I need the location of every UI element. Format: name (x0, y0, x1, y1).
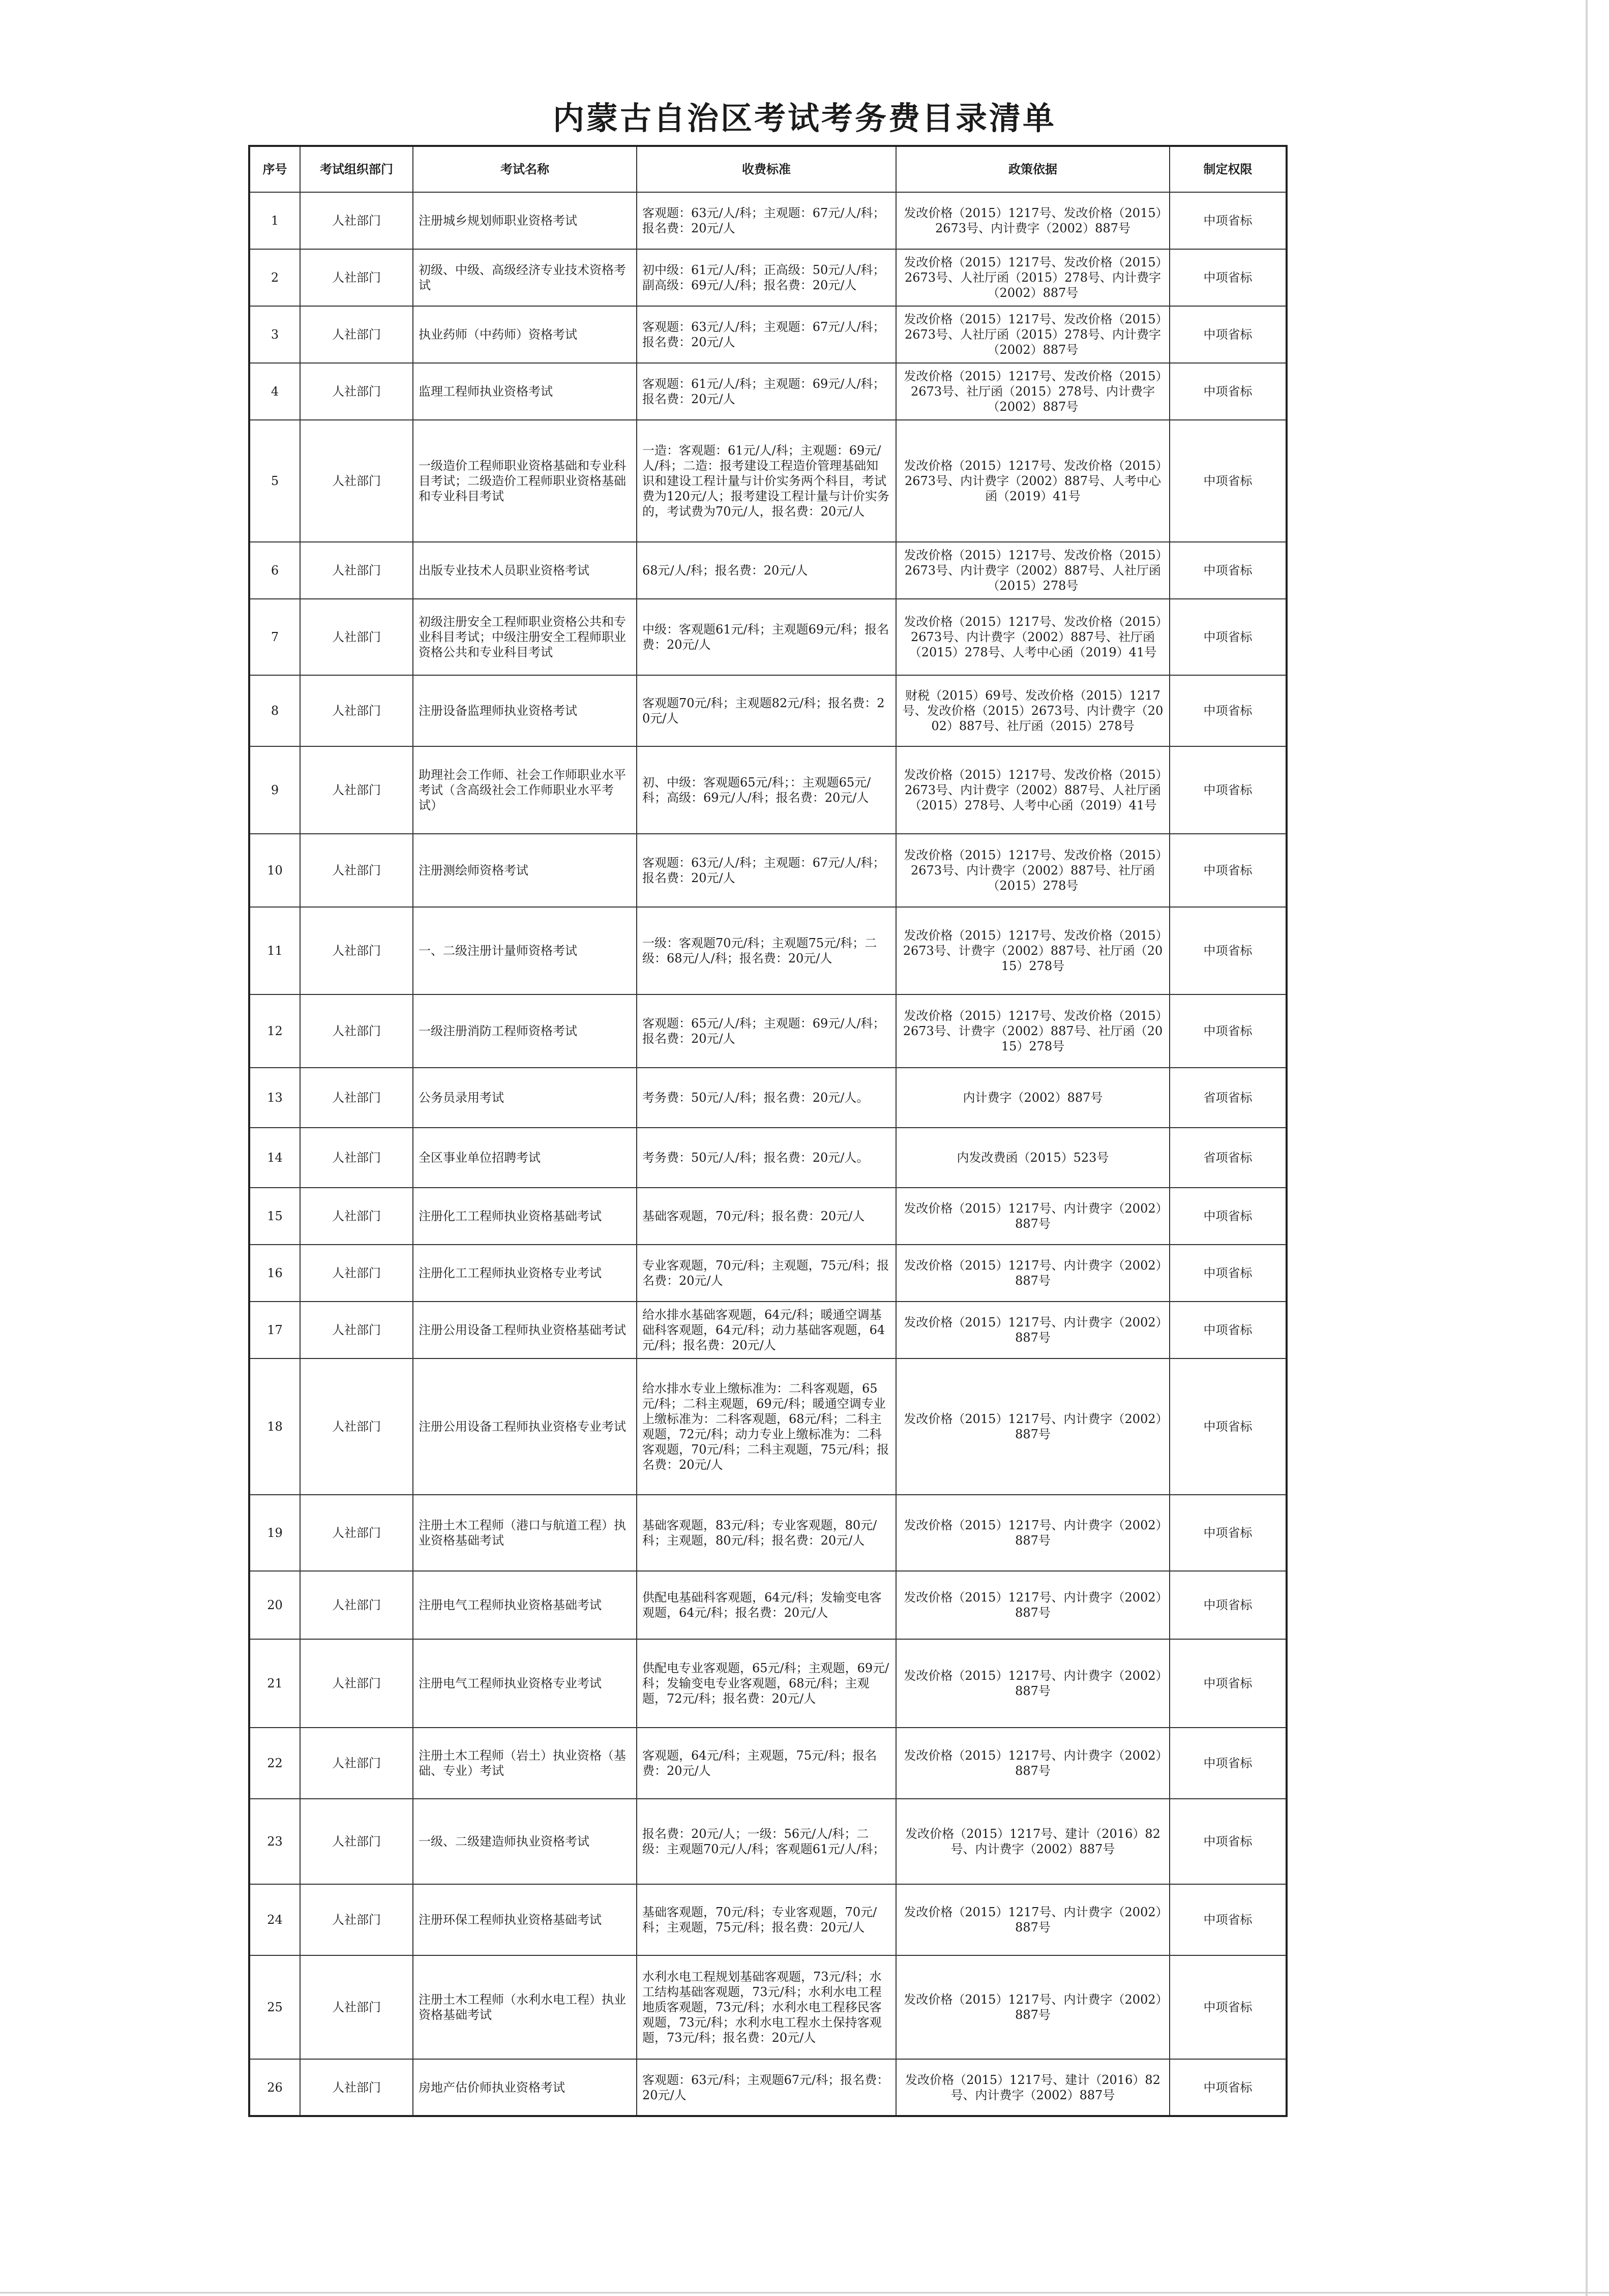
table-row (249, 1884, 1287, 1955)
row-authority: 中项省标 (1170, 306, 1287, 363)
row-exam-name: 一级造价工程师职业资格基础和专业科目考试；二级造价工程师职业资格基础和专业科目考试 (413, 420, 637, 542)
row-fee-standard: 中级：客观题61元/科；主观题69元/科；报名费：20元/人 (637, 599, 896, 675)
row-policy-basis: 财税（2015）69号、发改价格（2015）1217号、发改价格（2015）2673号、内计费字（2002）887号、社厅函（2015）278号 (896, 675, 1170, 746)
row-number: 26 (249, 2059, 300, 2116)
row-authority: 中项省标 (1170, 1245, 1287, 1302)
row-exam-name: 监理工程师执业资格考试 (413, 363, 637, 420)
row-fee-standard: 客观题：63元/人/科；主观题：67元/人/科；报名费：20元/人 (637, 834, 896, 907)
row-fee-standard: 基础客观题，83元/科；专业客观题，80元/科；主观题，80元/科；报名费：20元/人 (637, 1495, 896, 1571)
row-department: 人社部门 (300, 1799, 413, 1884)
row-policy-basis: 发改价格（2015）1217号、建计（2016）82号、内计费字（2002）887号 (896, 1799, 1170, 1884)
table-header-row (249, 146, 1287, 192)
row-authority: 中项省标 (1170, 542, 1287, 599)
row-authority: 中项省标 (1170, 994, 1287, 1068)
table-row (249, 249, 1287, 306)
header-policy-basis: 政策依据 (896, 146, 1170, 192)
row-department: 人社部门 (300, 249, 413, 306)
row-policy-basis: 发改价格（2015）1217号、建计（2016）82号、内计费字（2002）887号 (896, 2059, 1170, 2116)
row-authority: 中项省标 (1170, 1302, 1287, 1358)
row-fee-standard: 客观题：65元/人/科；主观题：69元/人/科；报名费：20元/人 (637, 994, 896, 1068)
row-exam-name: 公务员录用考试 (413, 1068, 637, 1128)
row-number: 14 (249, 1128, 300, 1188)
table-row (249, 363, 1287, 420)
row-authority: 中项省标 (1170, 834, 1287, 907)
row-authority: 省项省标 (1170, 1068, 1287, 1128)
table-row (249, 834, 1287, 907)
row-policy-basis: 内发改费函（2015）523号 (896, 1128, 1170, 1188)
row-exam-name: 注册公用设备工程师执业资格基础考试 (413, 1302, 637, 1358)
row-policy-basis: 发改价格（2015）1217号、发改价格（2015）2673号、人社厅函（2015）278号、内计费字（2002）887号 (896, 306, 1170, 363)
row-policy-basis: 发改价格（2015）1217号、内计费字（2002）887号 (896, 1245, 1170, 1302)
row-department: 人社部门 (300, 907, 413, 994)
row-department: 人社部门 (300, 1245, 413, 1302)
table-row (249, 192, 1287, 249)
document-title: 内蒙古自治区考试考务费目录清单 (552, 100, 1056, 137)
row-number: 9 (249, 746, 300, 834)
row-fee-standard: 客观题：63元/科；主观题67元/科；报名费：20元/人 (637, 2059, 896, 2116)
row-number: 10 (249, 834, 300, 907)
row-policy-basis: 发改价格（2015）1217号、发改价格（2015）2673号、计费字（2002）887号、社厅函（2015）278号 (896, 907, 1170, 994)
row-exam-name: 助理社会工作师、社会工作师职业水平考试（含高级社会工作师职业水平考试） (413, 746, 637, 834)
row-number: 3 (249, 306, 300, 363)
row-authority: 省项省标 (1170, 1128, 1287, 1188)
row-department: 人社部门 (300, 542, 413, 599)
table-row (249, 1245, 1287, 1302)
row-number: 4 (249, 363, 300, 420)
row-number: 15 (249, 1188, 300, 1245)
row-number: 7 (249, 599, 300, 675)
row-number: 18 (249, 1358, 300, 1495)
row-department: 人社部门 (300, 306, 413, 363)
table-row (249, 599, 1287, 675)
row-policy-basis: 发改价格（2015）1217号、发改价格（2015）2673号、内计费字（2002）887号、社厅函（2015）278号 (896, 834, 1170, 907)
row-fee-standard: 水利水电工程规划基础客观题，73元/科；水工结构基础客观题，73元/科；水利水电工程地质客观题，73元/科；水利水电工程移民客观题，73元/科；水利水电工程水土保持客观题，73元/科；报名费：20元/人 (637, 1955, 896, 2059)
row-exam-name: 房地产估价师执业资格考试 (413, 2059, 637, 2116)
row-fee-standard: 基础客观题，70元/科；报名费：20元/人 (637, 1188, 896, 1245)
row-exam-name: 初级、中级、高级经济专业技术资格考试 (413, 249, 637, 306)
row-exam-name: 注册土木工程师（港口与航道工程）执业资格基础考试 (413, 1495, 637, 1571)
row-exam-name: 注册土木工程师（岩土）执业资格（基础、专业）考试 (413, 1728, 637, 1799)
table-row (249, 2059, 1287, 2116)
row-fee-standard: 客观题，64元/科；主观题，75元/科；报名费：20元/人 (637, 1728, 896, 1799)
row-number: 16 (249, 1245, 300, 1302)
row-number: 6 (249, 542, 300, 599)
row-authority: 中项省标 (1170, 1358, 1287, 1495)
row-policy-basis: 发改价格（2015）1217号、内计费字（2002）887号 (896, 1188, 1170, 1245)
row-fee-standard: 68元/人/科；报名费：20元/人 (637, 542, 896, 599)
table-row (249, 1302, 1287, 1358)
row-number: 12 (249, 994, 300, 1068)
row-fee-standard: 初中级：61元/人/科；正高级：50元/人/科；副高级：69元/人/科；报名费：20元/人 (637, 249, 896, 306)
row-exam-name: 注册化工工程师执业资格基础考试 (413, 1188, 637, 1245)
row-department: 人社部门 (300, 675, 413, 746)
row-policy-basis: 发改价格（2015）1217号、发改价格（2015）2673号、内计费字（2002）887号 (896, 192, 1170, 249)
row-department: 人社部门 (300, 1639, 413, 1728)
row-authority: 中项省标 (1170, 420, 1287, 542)
row-authority: 中项省标 (1170, 1188, 1287, 1245)
table-row (249, 1571, 1287, 1639)
row-exam-name: 注册测绘师资格考试 (413, 834, 637, 907)
row-number: 13 (249, 1068, 300, 1128)
row-exam-name: 注册环保工程师执业资格基础考试 (413, 1884, 637, 1955)
row-authority: 中项省标 (1170, 1639, 1287, 1728)
row-exam-name: 注册城乡规划师职业资格考试 (413, 192, 637, 249)
row-fee-standard: 基础客观题，70元/科；专业客观题，70元/科；主观题，75元/科；报名费：20元/人 (637, 1884, 896, 1955)
table-row (249, 746, 1287, 834)
row-department: 人社部门 (300, 1571, 413, 1639)
row-fee-standard: 供配电基础科客观题，64元/科；发输变电客观题，64元/科；报名费：20元/人 (637, 1571, 896, 1639)
row-fee-standard: 给水排水专业上缴标准为：二科客观题，65元/科；二科主观题，69元/科；暖通空调专业上缴标准为：二科客观题，68元/科；二科主观题，72元/科；动力专业上缴标准为：二科客观题，70元/科；二科主观题，75元/科；报名费：20元/人 (637, 1358, 896, 1495)
row-authority: 中项省标 (1170, 1571, 1287, 1639)
row-authority: 中项省标 (1170, 192, 1287, 249)
row-authority: 中项省标 (1170, 1799, 1287, 1884)
row-department: 人社部门 (300, 746, 413, 834)
row-fee-standard: 客观题：63元/人/科；主观题：67元/人/科；报名费：20元/人 (637, 306, 896, 363)
row-number: 8 (249, 675, 300, 746)
row-number: 21 (249, 1639, 300, 1728)
row-exam-name: 注册电气工程师执业资格专业考试 (413, 1639, 637, 1728)
row-authority: 中项省标 (1170, 907, 1287, 994)
row-policy-basis: 发改价格（2015）1217号、内计费字（2002）887号 (896, 1571, 1170, 1639)
row-authority: 中项省标 (1170, 675, 1287, 746)
row-fee-standard: 一级：客观题70元/科；主观题75元/科；二级：68元/人/科；报名费：20元/人 (637, 907, 896, 994)
row-fee-standard: 报名费：20元/人；一级：56元/人/科；二级：主观题70元/人/科；客观题61元/人/科； (637, 1799, 896, 1884)
row-policy-basis: 发改价格（2015）1217号、内计费字（2002）887号 (896, 1358, 1170, 1495)
row-authority: 中项省标 (1170, 1884, 1287, 1955)
row-exam-name: 出版专业技术人员职业资格考试 (413, 542, 637, 599)
table-row (249, 1495, 1287, 1571)
row-fee-standard: 供配电专业客观题，65元/科；主观题，69元/科；发输变电专业客观题，68元/科；主观题，72元/科；报名费：20元/人 (637, 1639, 896, 1728)
page-edge-bottom (0, 2292, 1609, 2293)
row-authority: 中项省标 (1170, 2059, 1287, 2116)
row-number: 19 (249, 1495, 300, 1571)
page-edge-right (1586, 0, 1588, 2296)
row-authority: 中项省标 (1170, 363, 1287, 420)
row-department: 人社部门 (300, 1128, 413, 1188)
row-exam-name: 初级注册安全工程师职业资格公共和专业科目考试；中级注册安全工程师职业资格公共和专业科目考试 (413, 599, 637, 675)
row-fee-standard: 给水排水基础客观题，64元/科；暖通空调基础科客观题，64元/科；动力基础客观题，64元/科；报名费：20元/人 (637, 1302, 896, 1358)
row-department: 人社部门 (300, 834, 413, 907)
row-department: 人社部门 (300, 363, 413, 420)
row-exam-name: 注册电气工程师执业资格基础考试 (413, 1571, 637, 1639)
row-policy-basis: 发改价格（2015）1217号、内计费字（2002）887号 (896, 1884, 1170, 1955)
row-department: 人社部门 (300, 1495, 413, 1571)
row-exam-name: 注册土木工程师（水利水电工程）执业资格基础考试 (413, 1955, 637, 2059)
row-department: 人社部门 (300, 1955, 413, 2059)
row-fee-standard: 考务费：50元/人/科；报名费：20元/人。 (637, 1128, 896, 1188)
header-exam-name: 考试名称 (413, 146, 637, 192)
table-row (249, 994, 1287, 1068)
header-authority: 制定权限 (1170, 146, 1287, 192)
row-department: 人社部门 (300, 599, 413, 675)
row-policy-basis: 发改价格（2015）1217号、发改价格（2015）2673号、内计费字（2002）887号、人社厅函（2015）278号 (896, 542, 1170, 599)
row-number: 5 (249, 420, 300, 542)
row-authority: 中项省标 (1170, 1495, 1287, 1571)
row-department: 人社部门 (300, 1302, 413, 1358)
row-policy-basis: 发改价格（2015）1217号、内计费字（2002）887号 (896, 1495, 1170, 1571)
row-number: 24 (249, 1884, 300, 1955)
table-row (249, 907, 1287, 994)
row-number: 2 (249, 249, 300, 306)
row-department: 人社部门 (300, 1358, 413, 1495)
row-fee-standard: 客观题70元/科；主观题82元/科；报名费：20元/人 (637, 675, 896, 746)
row-fee-standard: 专业客观题，70元/科；主观题，75元/科；报名费：20元/人 (637, 1245, 896, 1302)
row-fee-standard: 客观题：63元/人/科；主观题：67元/人/科；报名费：20元/人 (637, 192, 896, 249)
row-policy-basis: 内计费字（2002）887号 (896, 1068, 1170, 1128)
row-exam-name: 注册设备监理师执业资格考试 (413, 675, 637, 746)
table-row (249, 1068, 1287, 1128)
row-department: 人社部门 (300, 1728, 413, 1799)
row-number: 25 (249, 1955, 300, 2059)
row-policy-basis: 发改价格（2015）1217号、发改价格（2015）2673号、内计费字（2002）887号、社厅函（2015）278号、人考中心函（2019）41号 (896, 599, 1170, 675)
row-exam-name: 注册化工工程师执业资格专业考试 (413, 1245, 637, 1302)
row-number: 22 (249, 1728, 300, 1799)
row-policy-basis: 发改价格（2015）1217号、发改价格（2015）2673号、计费字（2002）887号、社厅函（2015）278号 (896, 994, 1170, 1068)
row-department: 人社部门 (300, 192, 413, 249)
row-policy-basis: 发改价格（2015）1217号、发改价格（2015）2673号、社厅函（2015）278号、内计费字（2002）887号 (896, 363, 1170, 420)
row-policy-basis: 发改价格（2015）1217号、内计费字（2002）887号 (896, 1302, 1170, 1358)
table-row (249, 306, 1287, 363)
row-exam-name: 一级注册消防工程师资格考试 (413, 994, 637, 1068)
row-exam-name: 执业药师（中药师）资格考试 (413, 306, 637, 363)
row-number: 11 (249, 907, 300, 994)
header-fee-standard: 收费标准 (637, 146, 896, 192)
row-number: 20 (249, 1571, 300, 1639)
fee-catalog-table (248, 145, 1288, 2117)
row-policy-basis: 发改价格（2015）1217号、内计费字（2002）887号 (896, 1955, 1170, 2059)
row-exam-name: 一、二级注册计量师资格考试 (413, 907, 637, 994)
row-authority: 中项省标 (1170, 249, 1287, 306)
row-department: 人社部门 (300, 2059, 413, 2116)
table-row (249, 420, 1287, 542)
row-policy-basis: 发改价格（2015）1217号、发改价格（2015）2673号、内计费字（2002）887号、人社厅函（2015）278号、人考中心函（2019）41号 (896, 746, 1170, 834)
row-department: 人社部门 (300, 1068, 413, 1128)
row-fee-standard: 客观题：61元/人/科；主观题：69元/人/科；报名费：20元/人 (637, 363, 896, 420)
row-exam-name: 注册公用设备工程师执业资格专业考试 (413, 1358, 637, 1495)
row-fee-standard: 一造：客观题：61元/人/科；主观题：69元/人/科；二造：报考建设工程造价管理基础知识和建设工程计量与计价实务两个科目，考试费为120元/人；报考建设工程计量与计价实务的，考试费为70元/人，报名费：20元/人 (637, 420, 896, 542)
row-department: 人社部门 (300, 1188, 413, 1245)
table-row (249, 1188, 1287, 1245)
header-no: 序号 (249, 146, 300, 192)
row-policy-basis: 发改价格（2015）1217号、发改价格（2015）2673号、人社厅函（2015）278号、内计费字（2002）887号 (896, 249, 1170, 306)
row-policy-basis: 发改价格（2015）1217号、发改价格（2015）2673号、内计费字（2002）887号、人考中心函（2019）41号 (896, 420, 1170, 542)
row-department: 人社部门 (300, 1884, 413, 1955)
row-department: 人社部门 (300, 994, 413, 1068)
table-row (249, 1358, 1287, 1495)
row-department: 人社部门 (300, 420, 413, 542)
table-row (249, 1128, 1287, 1188)
row-policy-basis: 发改价格（2015）1217号、内计费字（2002）887号 (896, 1728, 1170, 1799)
table-row (249, 1955, 1287, 2059)
table-row (249, 1799, 1287, 1884)
header-dept: 考试组织部门 (300, 146, 413, 192)
table-row (249, 542, 1287, 599)
table-row (249, 675, 1287, 746)
table-row (249, 1728, 1287, 1799)
row-fee-standard: 考务费：50元/人/科；报名费：20元/人。 (637, 1068, 896, 1128)
row-exam-name: 全区事业单位招聘考试 (413, 1128, 637, 1188)
row-exam-name: 一级、二级建造师执业资格考试 (413, 1799, 637, 1884)
row-authority: 中项省标 (1170, 599, 1287, 675)
row-number: 23 (249, 1799, 300, 1884)
row-authority: 中项省标 (1170, 1955, 1287, 2059)
row-authority: 中项省标 (1170, 746, 1287, 834)
table-row (249, 1639, 1287, 1728)
row-policy-basis: 发改价格（2015）1217号、内计费字（2002）887号 (896, 1639, 1170, 1728)
row-authority: 中项省标 (1170, 1728, 1287, 1799)
row-fee-standard: 初、中级：客观题65元/科；：主观题65元/科；高级：69元/人/科；报名费：20元/人 (637, 746, 896, 834)
row-number: 17 (249, 1302, 300, 1358)
row-number: 1 (249, 192, 300, 249)
